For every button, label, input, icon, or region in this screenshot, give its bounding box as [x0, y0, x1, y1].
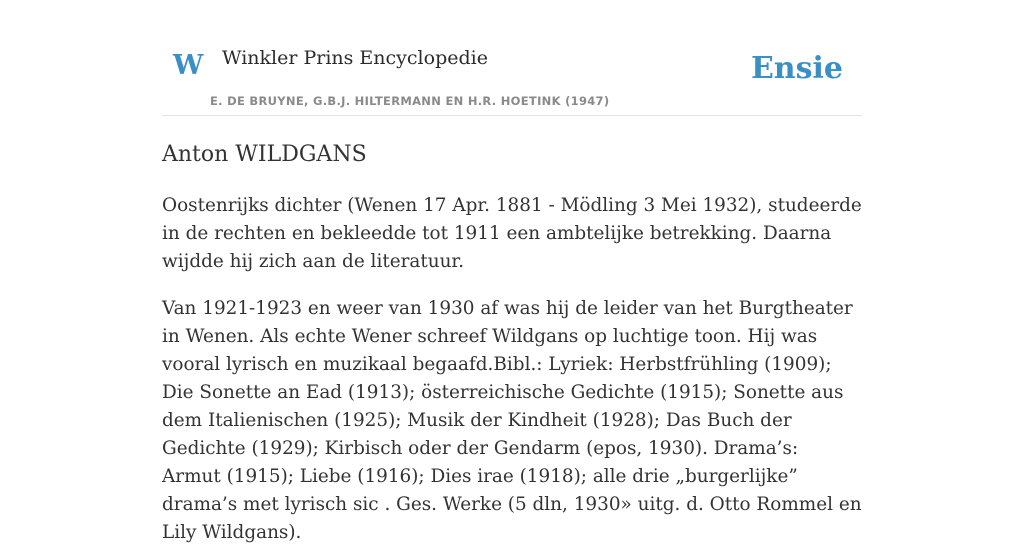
- ensie-logo-link[interactable]: Ensie: [750, 51, 843, 86]
- article-body: [162, 192, 862, 547]
- article-paragraph: Van 1921-1923 en weer van 1930 af was hij de leider van het Burgtheater in Wenen. Als echte Wener schreef Wildgans op luchtige toon. Hij was vooral lyrisch en muzikaal begaafd.Bibl.: Lyriek: Herbstfrühling (1909); Die Sonette an Ead (1913); österreichische Gedichte (1915); Sonette aus dem Italienischen (1925); Musik der Kindheit (1928); Das Buch der Gedichte (1929); Kirbisch oder der Gendarm (epos, 1930). Drama’s: Armut (1915); Liebe (1916); Dies irae (1918); alle drie „burgerlijke” drama’s met lyrisch sic . Ges. Werke (5 dln, 1930» uitg. d. Otto Rommel en Lily Wildgans).: [162, 298, 862, 543]
- article: [162, 138, 862, 547]
- encyclopedia-logo-icon[interactable]: W: [173, 50, 204, 81]
- encyclopedia-authors: E. DE BRUYNE, G.B.J. HILTERMANN EN H.R. HOETINK (1947): [210, 94, 610, 108]
- encyclopedia-title[interactable]: Winkler Prins Encyclopedie: [222, 47, 488, 69]
- article-paragraph: Oostenrijks dichter (Wenen 17 Apr. 1881 - Mödling 3 Mei 1932), studeerde in de rechten en bekleedde tot 1911 een ambtelijke betrekking. Daarna wijdde hij zich aan de literatuur.: [162, 195, 862, 272]
- header: [162, 0, 862, 116]
- article-title: Anton WILDGANS: [162, 142, 367, 167]
